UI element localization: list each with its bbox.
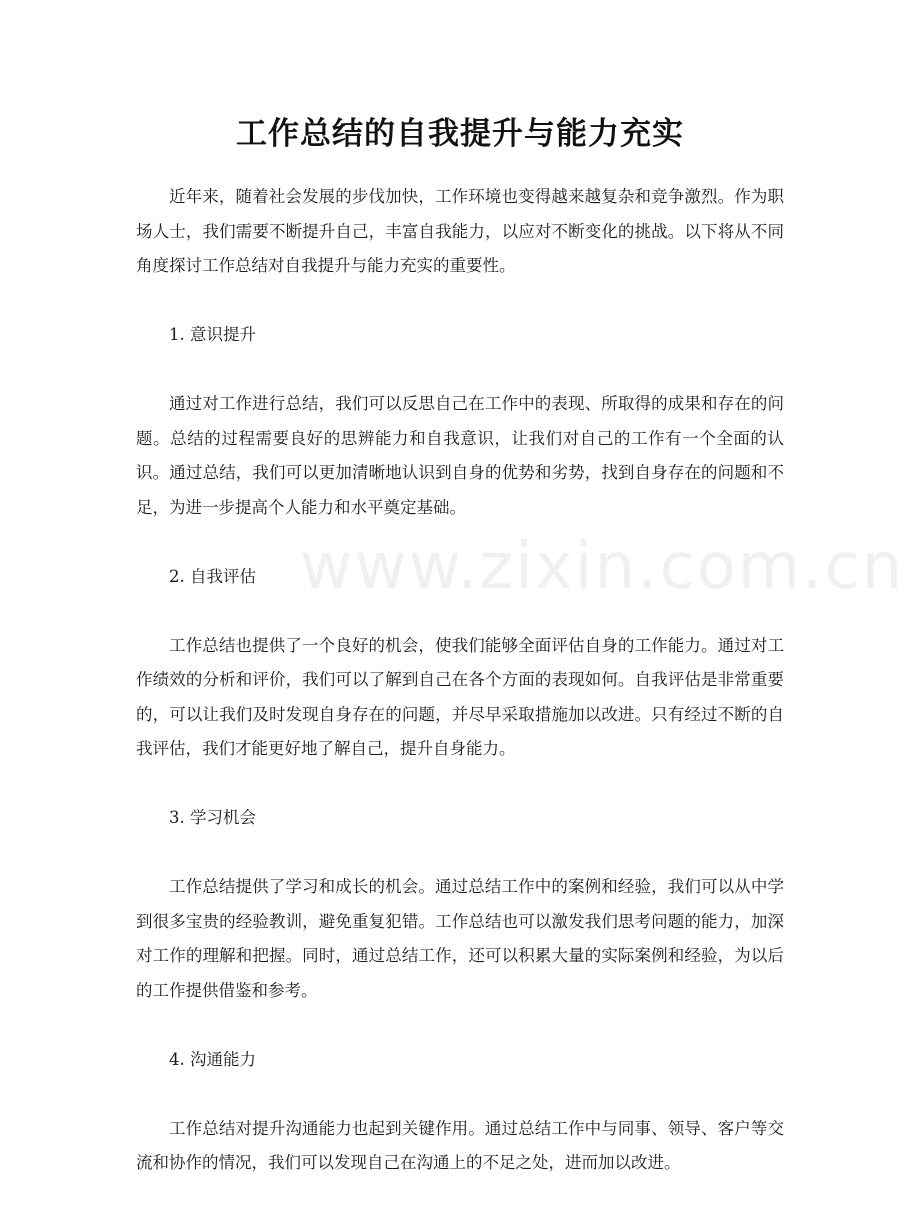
section-heading: 1. 意识提升 (169, 325, 256, 344)
section-heading: 3. 学习机会 (169, 808, 256, 827)
document-body (136, 180, 784, 1215)
intro-paragraph: 近年来，随着社会发展的步伐加快，工作环境也变得越来越复杂和竞争激烈。作为职场人士，我们需要不断提升自己，丰富自我能力，以应对不断变化的挑战。以下将从不同角度探讨工作总结对自我提升与能力充实的重要性。 (136, 187, 784, 275)
section-paragraph: 工作总结提供了学习和成长的机会。通过总结工作中的案例和经验，我们可以从中学到很多宝贵的经验教训，避免重复犯错。工作总结也可以激发我们思考问题的能力，加深对工作的理解和把握。同时，通过总结工作，还可以积累大量的实际案例和经验，为以后的工作提供借鉴和参考。 (136, 877, 784, 1000)
section-heading: 4. 沟通能力 (169, 1049, 256, 1069)
page-title: 工作总结的自我提升与能力充实 (236, 116, 684, 152)
section-paragraph: 工作总结也提供了一个良好的机会，使我们能够全面评估自身的工作能力。通过对工作绩效的分析和评价，我们可以了解到自己在各个方面的表现如何。自我评估是非常重要的，可以让我们及时发现自身存在的问题，并尽早采取措施加以改进。只有经过不断的自我评估，我们才能更好地了解自己，提升自身能力。 (136, 635, 784, 758)
section-paragraph: 通过对工作进行总结，我们可以反思自己在工作中的表现、所取得的成果和存在的问题。总结的过程需要良好的思辨能力和自我意识，让我们对自己的工作有一个全面的认识。通过总结，我们可以更加清晰地认识到自身的优势和劣势，找到自身存在的问题和不足，为进一步提高个人能力和水平奠定基础。 (136, 394, 784, 517)
section-heading: 2. 自我评估 (169, 566, 256, 586)
watermark-text: www.zixin.com.cn (300, 530, 905, 604)
section-paragraph: 工作总结对提升沟通能力也起到关键作用。通过总结工作中与同事、领导、客户等交流和协作的情况，我们可以发现自己在沟通上的不足之处，进而加以改进。 (136, 1118, 784, 1172)
